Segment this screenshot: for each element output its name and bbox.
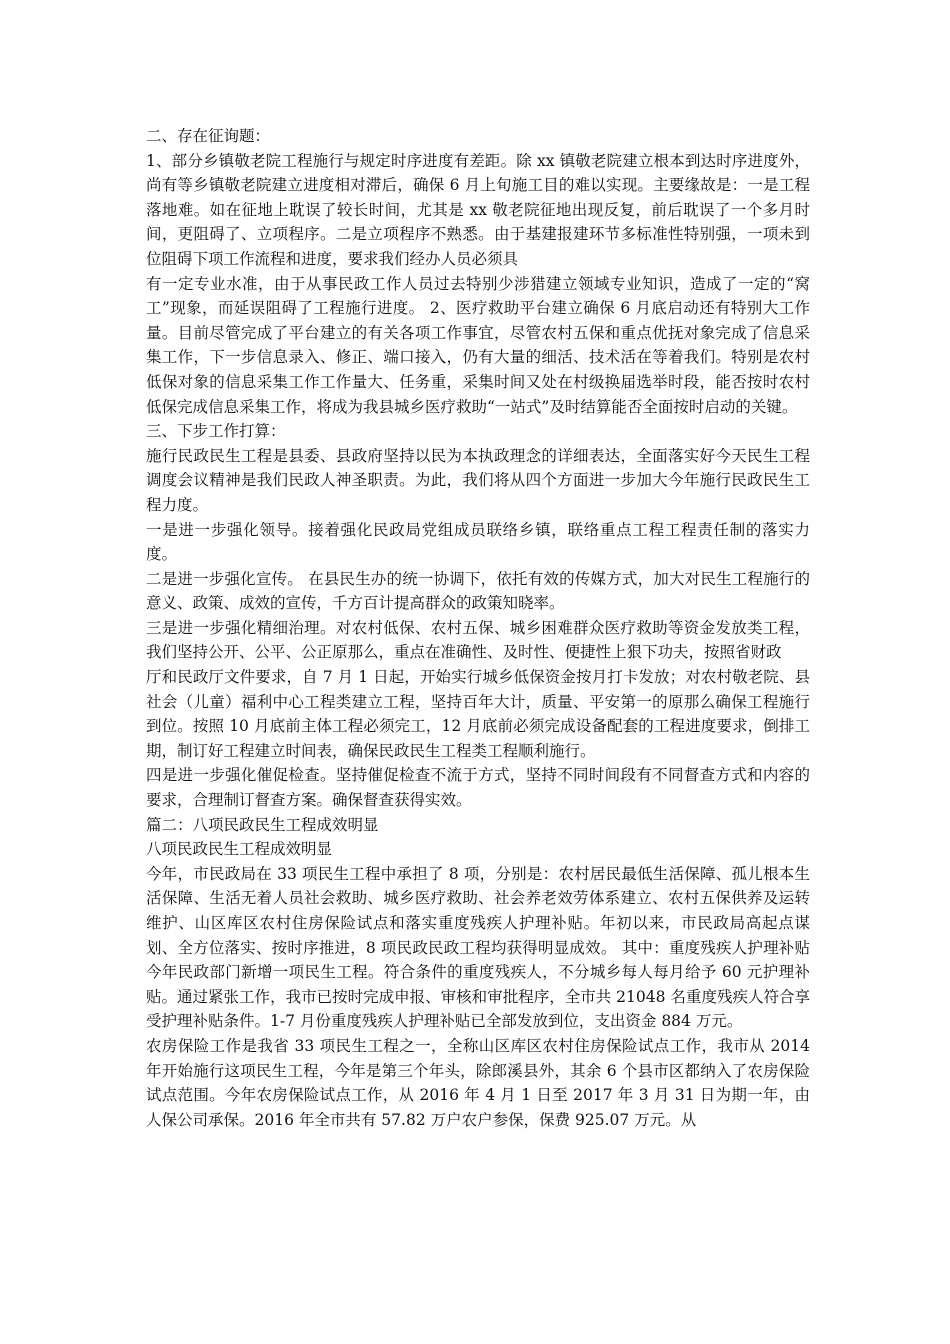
paragraph: 四是进一步强化催促检查。坚持催促检查不流于方式，坚持不同时间段有不同督查方式和内容的要求，合理制订督查方案。确保督查获得实效。 (146, 766, 810, 810)
paragraph: 农房保险工作是我省 33 项民生工程之一，全称山区库区农村住房保险试点工作，我市从 2014 年开始施行这项民生工程，今年是第三个年头，除郎溪县外，其余 6 个县市区都纳入了农房保险试点范围。今年农房保险试点工作，从 2016 年 4 月 1 日至 2017 年 3 月 31 日为期一年，由人保公司承保。2016 年全市共有 57.82 万户农户参保，保费 925.07 万元。从 (146, 1036, 810, 1129)
paragraph: 施行民政民生工程是县委、县政府坚持以民为本执政理念的详细表达，全面落实好今天民生工程调度会议精神是我们民政人神圣职责。为此，我们将从四个方面进一步加大今年施行民政民生工程力度。 (146, 446, 810, 514)
paragraph: 今年，市民政局在 33 项民生工程中承担了 8 项，分别是：农村居民最低生活保障、孤儿根本生活保障、生活无着人员社会救助、城乡医疗救助、社会养老效劳体系建立、农村五保供养及运转维护、山区库区农村住房保险试点和落实重度残疾人护理补贴。年初以来，市民政局高起点谋划、全方位落实、按时序推进，8 项民政民政工程均获得明显成效。 其中：重度残疾人护理补贴今年民政部门新增一项民生工程。符合条件的重度残疾人，不分城乡每人每月给予 60 元护理补贴。通过紧张工作，我市已按时完成申报、审核和审批程序，全市共 21048 名重度残疾人符合享受护理补贴条件。1-7 月份重度残疾人护理补贴已全部发放到位，支出资金 884 万元。 (146, 864, 810, 1031)
paragraph: 有一定专业水准，由于从事民政工作人员过去特别少涉猎建立领域专业知识，造成了一定的“窝工”现象，而延误阻碍了工程施行进度。 2、医疗救助平台建立确保 6 月底启动还有特别大工作量。目前尽管完成了平台建立的有关各项工作事宜，尽管农村五保和重点优抚对象完成了信息采集工作，下一步信息录入、修正、端口接入，仍有大量的细活、技术活在等着我们。特别是农村低保对象的信息采集工作工作量大、任务重，采集时间又处在村级换届选举时段，能否按时农村低保完成信息采集工作，将成为我县城乡医疗救助“一站式”及时结算能否全面按时启动的关键。 (146, 274, 810, 416)
paragraph: 厅和民政厅文件要求，自 7 月 1 日起，开始实行城乡低保资金按月打卡发放；对农村敬老院、县社会（儿童）福利中心工程类建立工程，坚持百年大计，质量、平安第一的原那么确保工程施行到位。按照 10 月底前主体工程必须完工，12 月底前必须完成设备配套的工程进度要求，倒排工期，制订好工程建立时间表，确保民政民生工程类工程顺利施行。 (146, 668, 810, 760)
paragraph: 二是进一步强化宣传。 在县民生办的统一协调下，依托有效的传媒方式，加大对民生工程施行的意义、政策、成效的宣传，千方百计提高群众的政策知晓率。 (146, 569, 810, 613)
section-heading: 三、下步工作打算： (146, 422, 286, 441)
chapter-title: 篇二：八项民政民生工程成效明显 (146, 815, 379, 834)
paragraph: 一是进一步强化领导。接着强化民政局党组成员联络乡镇，联络重点工程工程责任制的落实力度。 (146, 520, 810, 564)
paragraph: 三是进一步强化精细治理。对农村低保、农村五保、城乡困难群众医疗救助等资金发放类工程，我们坚持公开、公平、公正原那么，重点在准确性、及时性、便捷性上狠下功夫，按照省财政 (146, 618, 810, 662)
article-title: 八项民政民生工程成效明显 (146, 840, 333, 859)
section-heading: 二、存在征询题： (146, 127, 271, 145)
paragraph: 1、部分乡镇敬老院工程施行与规定时序进度有差距。除 xx 镇敬老院建立根本到达时序进度外，尚有等乡镇敬老院建立进度相对滞后，确保 6 月上旬施工目的难以实现。主要缘故是：一是工程落地难。如在征地上耽误了较长时间，尤其是 xx 敬老院征地出现反复，前后耽误了一个多月时间，更阻碍了、立项程序。二是立项程序不熟悉。由于基建报建环节多标准性特别强，一项未到位阻碍下项工作流程和进度，要求我们经办人员必须具 (146, 151, 810, 268)
document-body (146, 124, 810, 1132)
